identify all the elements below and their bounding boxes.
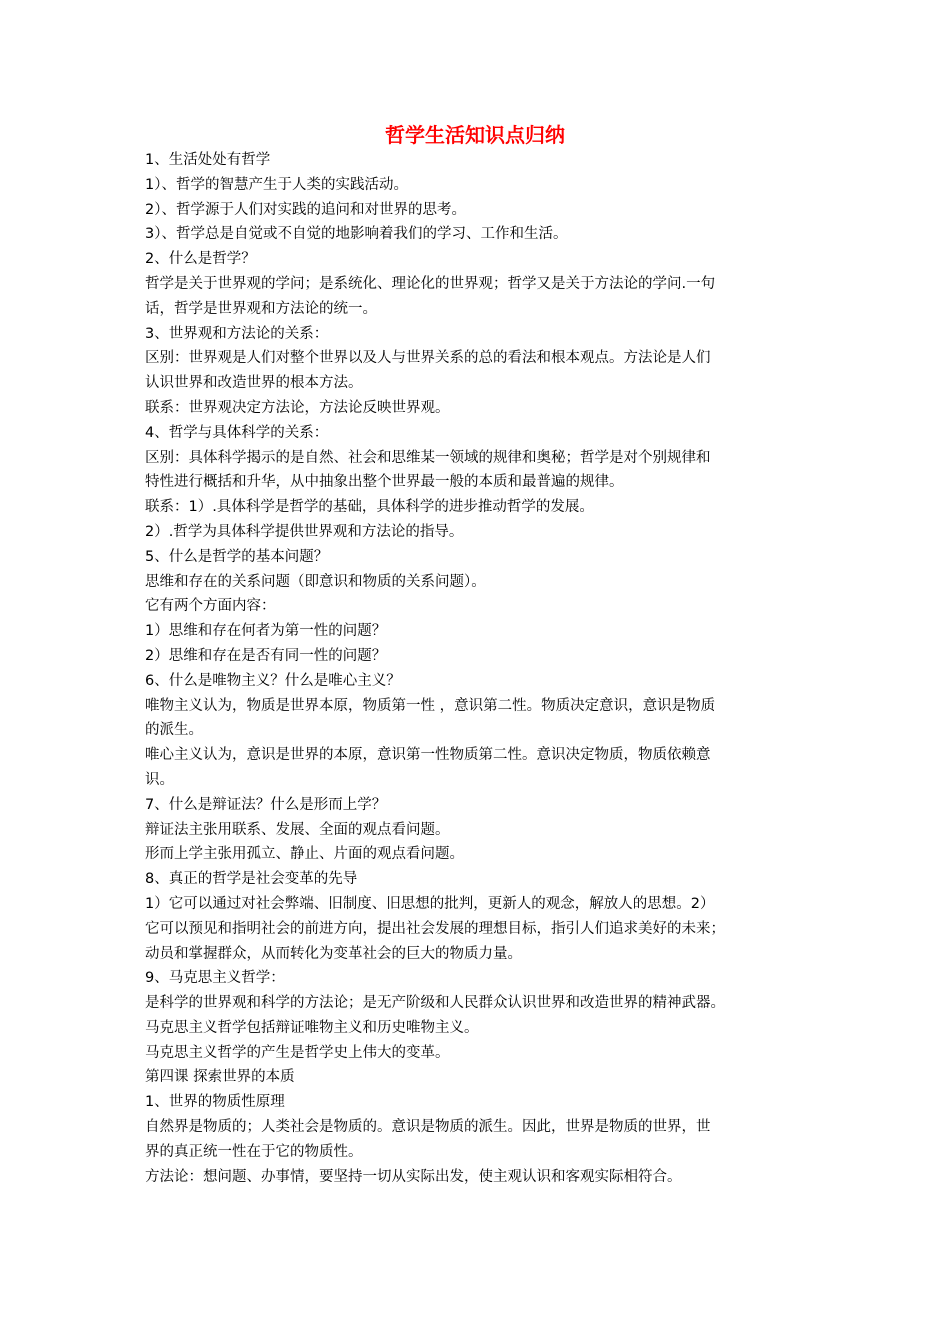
text-line: 动员和掌握群众，从而转化为变革社会的巨大的物质力量。 (145, 945, 522, 962)
text-line: 1）思维和存在何者为第一性的问题？ (145, 623, 387, 640)
document-title: 哲学生活知识点归纳 (385, 123, 565, 147)
text-line: 的派生。 (145, 722, 203, 739)
text-line: 5、什么是哲学的基本问题？ (145, 548, 329, 565)
text-line: 识。 (145, 771, 174, 788)
text-line: 唯物主义认为，物质是世界本原，物质第一性 ，意识第二性。物质决定意识，意识是物质 (145, 697, 716, 714)
text-line: 唯心主义认为，意识是世界的本原，意识第一性物质第二性。意识决定物质，物质依赖意 (145, 747, 711, 764)
text-line: 3）、哲学总是自觉或不自觉的地影响着我们的学习、工作和生活。 (145, 226, 568, 243)
text-line: 1）它可以通过对社会弊端、旧制度、旧思想的批判，更新人的观念，解放人的思想。2） (145, 895, 715, 912)
text-line: 话，哲学是世界观和方法论的统一。 (145, 300, 377, 317)
text-line: 1、生活处处有哲学 (145, 152, 271, 168)
text-line: 界的真正统一性在于它的物质性。 (145, 1143, 363, 1160)
text-line: 它可以预见和指明社会的前进方向，提出社会发展的理想目标，指引人们追求美好的未来； (145, 920, 725, 937)
text-line: 1、世界的物质性原理 (145, 1094, 285, 1111)
text-line: 哲学是关于世界观的学问；是系统化、理论化的世界观；哲学又是关于方法论的学问.一句 (145, 275, 716, 292)
text-line: 2）.哲学为具体科学提供世界观和方法论的指导。 (145, 523, 464, 540)
text-line: 4、哲学与具体科学的关系： (145, 424, 329, 441)
text-line: 9、马克思主义哲学： (145, 970, 285, 987)
text-line: 马克思主义哲学的产生是哲学史上伟大的变革。 (145, 1044, 450, 1061)
text-line: 马克思主义哲学包括辩证唯物主义和历史唯物主义。 (145, 1019, 479, 1036)
text-line: 是科学的世界观和科学的方法论；是无产阶级和人民群众认识世界和改造世界的精神武器。 (145, 995, 725, 1012)
text-line: 第四课 探索世界的本质 (145, 1069, 295, 1086)
text-line: 2、什么是哲学？ (145, 251, 256, 268)
text-line: 2）思维和存在是否有同一性的问题？ (145, 647, 387, 664)
text-line: 特性进行概括和升华，从中抽象出整个世界最一般的本质和最普遍的规律。 (145, 474, 624, 491)
text-line: 方法论：想问题、办事情，要坚持一切从实际出发，使主观认识和客观实际相符合。 (145, 1168, 682, 1185)
text-line: 3、世界观和方法论的关系： (145, 325, 329, 342)
text-line: 区别：具体科学揭示的是自然、社会和思维某一领域的规律和奥秘；哲学是对个别规律和 (145, 449, 711, 466)
text-line: 7、什么是辩证法？什么是形而上学？ (145, 796, 387, 813)
text-line: 自然界是物质的；人类社会是物质的。意识是物质的派生。因此，世界是物质的世界，世 (145, 1119, 711, 1136)
text-line: 它有两个方面内容： (145, 598, 276, 615)
text-line: 2）、哲学源于人们对实践的追问和对世界的思考。 (145, 201, 466, 218)
text-line: 联系：1）.具体科学是哲学的基础，具体科学的进步推动哲学的发展。 (145, 499, 594, 516)
text-line: 思维和存在的关系问题（即意识和物质的关系问题）。 (145, 573, 486, 590)
text-line: 形而上学主张用孤立、静止、片面的观点看问题。 (145, 846, 464, 863)
text-line: 辩证法主张用联系、发展、全面的观点看问题。 (145, 821, 450, 838)
text-line: 区别：世界观是人们对整个世界以及人与世界关系的总的看法和根本观点。方法论是人们 (145, 350, 711, 367)
text-line: 6、什么是唯物主义？什么是唯心主义？ (145, 672, 401, 689)
text-line: 认识世界和改造世界的根本方法。 (145, 375, 363, 392)
document-body (145, 148, 813, 1189)
text-line: 联系：世界观决定方法论，方法论反映世界观。 (145, 399, 450, 416)
text-line: 1）、哲学的智慧产生于人类的实践活动。 (145, 176, 408, 193)
text-line: 8、真正的哲学是社会变革的先导 (145, 871, 358, 888)
